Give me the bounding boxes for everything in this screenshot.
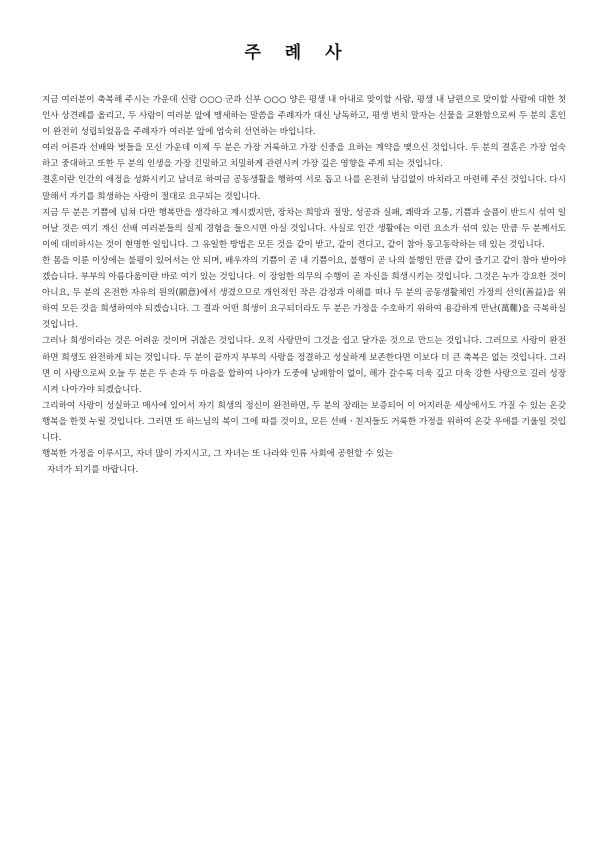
document-body [42,92,566,478]
closing-line: 자녀가 되기를 바랍니다. [47,465,139,476]
document-title: 주 례 사 [244,43,351,63]
paragraph: 여러 어른과 선배와 벗들을 모신 가운데 이제 두 분은 가장 거룩하고 가장 신중을 요하는 계약을 맺으신 것입니다. 두 분의 결혼은 가장 엄숙하고 중대하고 또한 두 분의 인생을 가장 긴밀하고 치밀하게 관련시켜 가장 깊은 영향을 주게 되는 것입니다. [42,143,566,170]
paragraph: 한 몸을 이룬 이상에는 불평이 있어서는 안 되며, 배우자의 기쁨이 곧 내 기쁨이요, 불행이 곧 나의 불행인 만큼 같이 즐기고 같이 참아 받아야겠습니다. 부부의 아름다움이란 바로 여기 있는 것입니다. 이 장엄한 의무의 수행이 곧 자신을 희생시키는 것입니다. 그것은 누가 강요한 것이 아니요, 두 분의 온전한 자유의 원의(願意)에서 생겼으므로 개인적인 작은 감정과 이해를 떠나 두 분의 공동생활체인 가정의 선익(善益)을 위하여 모든 것을 희생하여야 되겠습니다. 그 결과 어떤 희생이 요구되더라도 두 분은 가정을 수호하기 위하여 용감하게 만난(萬難)을 극복하실 것입니다. [42,255,566,331]
paragraph: 행복한 가정을 이루시고, 자녀 많이 가지시고, 그 자녀는 또 나라와 인류 사회에 공헌할 수 있는 [42,449,393,460]
paragraph: 그리하여 사랑이 성실하고 매사에 있어서 자기 희생의 정신이 완전하면, 두 분의 장래는 보증되어 이 어지러운 세상에서도 가질 수 있는 온갖 행복을 한껏 누릴 것입니다. 그러면 또 하느님의 복이 그에 따를 것이요, 모든 선배ㆍ친지들도 거룩한 가정을 위하여 온갖 우애를 기울일 것입니다. [42,400,566,443]
paragraph: 결혼이란 인간의 애정을 성화시키고 남녀로 하여금 공동생활을 행하여 서로 돕고 나를 온전히 남김없이 바치라고 마련해 주신 것입니다. 다시 말해서 자기를 희생하는 사랑이 절대로 요구되는 것입니다. [42,175,566,202]
paragraph: 지금 여러분이 축복해 주시는 가운데 신랑 ○○○ 군과 신부 ○○○ 양은 평생 내 아내로 맞이할 사람, 평생 내 남편으로 맞이할 사람에 대한 첫인사 상견례를 올리고, 두 사람이 여러분 앞에 맹세하는 말씀을 주례자가 대신 낭독하고, 평생 변치 말자는 신물을 교환함으로써 두 분의 혼인이 완전히 성립되었음을 주례자가 여러분 앞에 엄숙히 선언하는 바입니다. [42,95,566,138]
paragraph: 그러나 희생이라는 것은 어려운 것이며 귀찮은 것입니다. 오직 사랑만이 그것을 쉽고 달가운 것으로 만드는 것입니다. 그러므로 사랑이 완전하면 희생도 완전하게 되는 것입니다. 두 분이 끝까지 부부의 사랑을 정결하고 성실하게 보존한다면 이보다 더 큰 축복은 없는 것입니다. 그러면 이 사랑으로써 오늘 두 분은 두 손과 두 마음을 합하여 나아가 도중에 낭패함이 없이, 해가 갈수록 더욱 깊고 더욱 강한 사랑으로 길러 성장시켜 나아가야 되겠습니다. [42,336,566,395]
paragraph: 지금 두 분은 기쁨에 넘쳐 다만 행복만을 생각하고 계시겠지만, 장차는 희망과 절망, 성공과 실패, 쾌락과 고통, 기쁨과 슬픔이 반드시 섞여 일어날 것은 여기 계신 선배 여러분들의 실제 경험을 들으시면 아실 것입니다. 사실로 인간 생활에는 이런 요소가 섞여 있는 만큼 두 분께서도 이에 대비하시는 것이 현명한 일입니다. 그 유일한 방법은 모든 것을 같이 받고, 같이 견디고, 같이 참아 동고동락하는 데 있는 것입니다. [42,207,566,250]
